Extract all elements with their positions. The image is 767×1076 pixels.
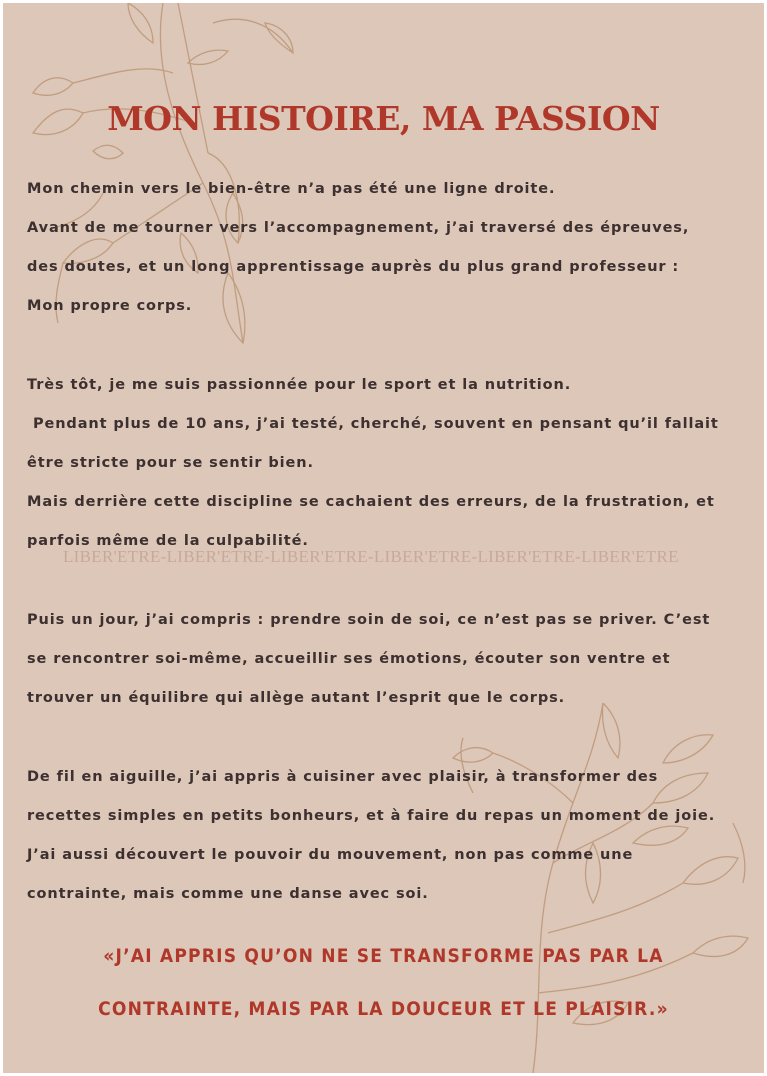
paragraph-4-line-2: recettes simples en petits bonheurs, et à faire du repas un moment de joie. [27, 808, 716, 824]
paragraph-1-line-4: Mon propre corps. [27, 298, 193, 314]
paragraph-2-line-5: parfois même de la culpabilité. [27, 533, 309, 549]
watermark-text: LIBER'ETRE-LIBER'ETRE-LIBER'ETRE-LIBER'ETRE-LIBER'ETRE-LIBER'ETRE [63, 547, 679, 566]
page-title: MON HISTOIRE, MA PASSION [107, 99, 660, 138]
paragraph-3-line-1: Puis un jour, j’ai compris : prendre soin de soi, ce n’est pas se priver. C’est [27, 612, 711, 628]
paragraph-2-line-1: Très tôt, je me suis passionnée pour le sport et la nutrition. [27, 377, 572, 393]
quote-line-1: «J’AI APPRIS QU’ON NE SE TRANSFORME PAS PAR LA [103, 945, 664, 967]
paragraph-2-line-2: Pendant plus de 10 ans, j’ai testé, cherché, souvent en pensant qu’il fallait [27, 416, 719, 432]
quote-line-2: CONTRAINTE, MAIS PAR LA DOUCEUR ET LE PLAISIR.» [98, 998, 669, 1020]
paragraph-1-line-3: des doutes, et un long apprentissage auprès du plus grand professeur : [27, 259, 680, 275]
paragraph-3-line-3: trouver un équilibre qui allège autant l’esprit que le corps. [27, 690, 566, 706]
paragraph-4-line-3: J’ai aussi découvert le pouvoir du mouvement, non pas comme une [27, 847, 634, 863]
paragraph-4-line-4: contrainte, mais comme une danse avec soi. [27, 886, 429, 902]
paragraph-2-line-4: Mais derrière cette discipline se cachaient des erreurs, de la frustration, et [27, 494, 715, 510]
paragraph-2-line-3: être stricte pour se sentir bien. [27, 455, 314, 471]
paragraph-1-line-2: Avant de me tourner vers l’accompagnement, j’ai traversé des épreuves, [27, 220, 690, 236]
paragraph-3-line-2: se rencontrer soi-même, accueillir ses émotions, écouter son ventre et [27, 651, 671, 667]
document-page [3, 3, 764, 1073]
paragraph-4-line-1: De fil en aiguille, j’ai appris à cuisiner avec plaisir, à transformer des [27, 769, 659, 785]
paragraph-1-line-1: Mon chemin vers le bien-être n’a pas été une ligne droite. [27, 181, 556, 197]
